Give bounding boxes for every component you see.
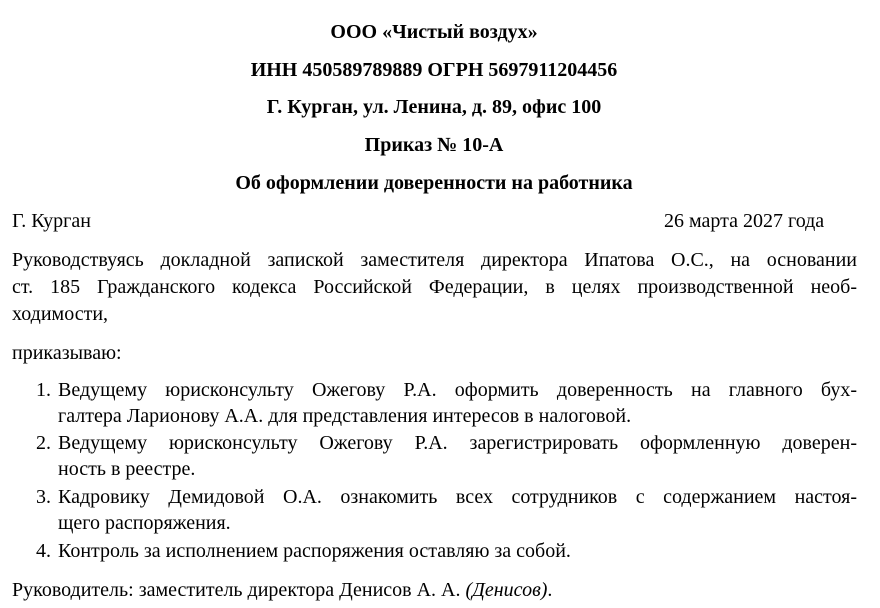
list-item-line: галтера Ларионову А.А. для представления интересов в налоговой.	[58, 405, 632, 427]
company-name: ООО «Чистый воздух»	[330, 21, 538, 43]
company-address: Г. Курган, ул. Ленина, д. 89, офис 100	[266, 96, 602, 118]
preamble-line-2: ст. 185 Гражданского кодекса Российской Федерации, в целях производственной необ-	[12, 276, 857, 298]
list-item-line: щего распоряжения.	[58, 512, 231, 534]
list-item-number: 4.	[36, 540, 51, 562]
order-place: Г. Курган	[12, 210, 91, 232]
list-item-line: Ведущему юрисконсульту Ожегову Р.А. оформить доверенность на главного бух-	[58, 379, 857, 401]
list-item-line: ность в реестре.	[58, 458, 196, 480]
list-item-number: 2.	[36, 432, 51, 454]
order-word: приказываю:	[12, 342, 122, 364]
list-item-line: Кадровику Демидовой О.А. ознакомить всех сотрудников с содержанием настоя-	[58, 486, 857, 508]
list-item-number: 1.	[36, 379, 51, 401]
preamble-line-3: ходимости,	[12, 303, 109, 325]
preamble-line-1: Руководствуясь докладной запиской заместителя директора Ипатова О.С., на основании	[12, 249, 857, 271]
list-item-line: Ведущему юрисконсульту Ожегову Р.А. зарегистрировать оформленную доверен-	[58, 432, 857, 454]
list-item-line: Контроль за исполнением распоряжения оставляю за собой.	[58, 540, 571, 562]
order-title: Приказ № 10-А	[364, 134, 504, 156]
list-item-number: 3.	[36, 486, 51, 508]
order-date: 26 марта 2027 года	[664, 210, 825, 232]
order-subject: Об оформлении доверенности на работника	[235, 172, 633, 194]
company-ids: ИНН 450589789889 ОГРН 5697911204456	[250, 59, 618, 81]
signature-sign: (Денисов)	[465, 579, 548, 601]
signature-text: Руководитель: заместитель директора Денисов А. А.	[12, 579, 461, 601]
signature-tail: .	[547, 579, 553, 601]
signature-line	[12, 578, 857, 602]
